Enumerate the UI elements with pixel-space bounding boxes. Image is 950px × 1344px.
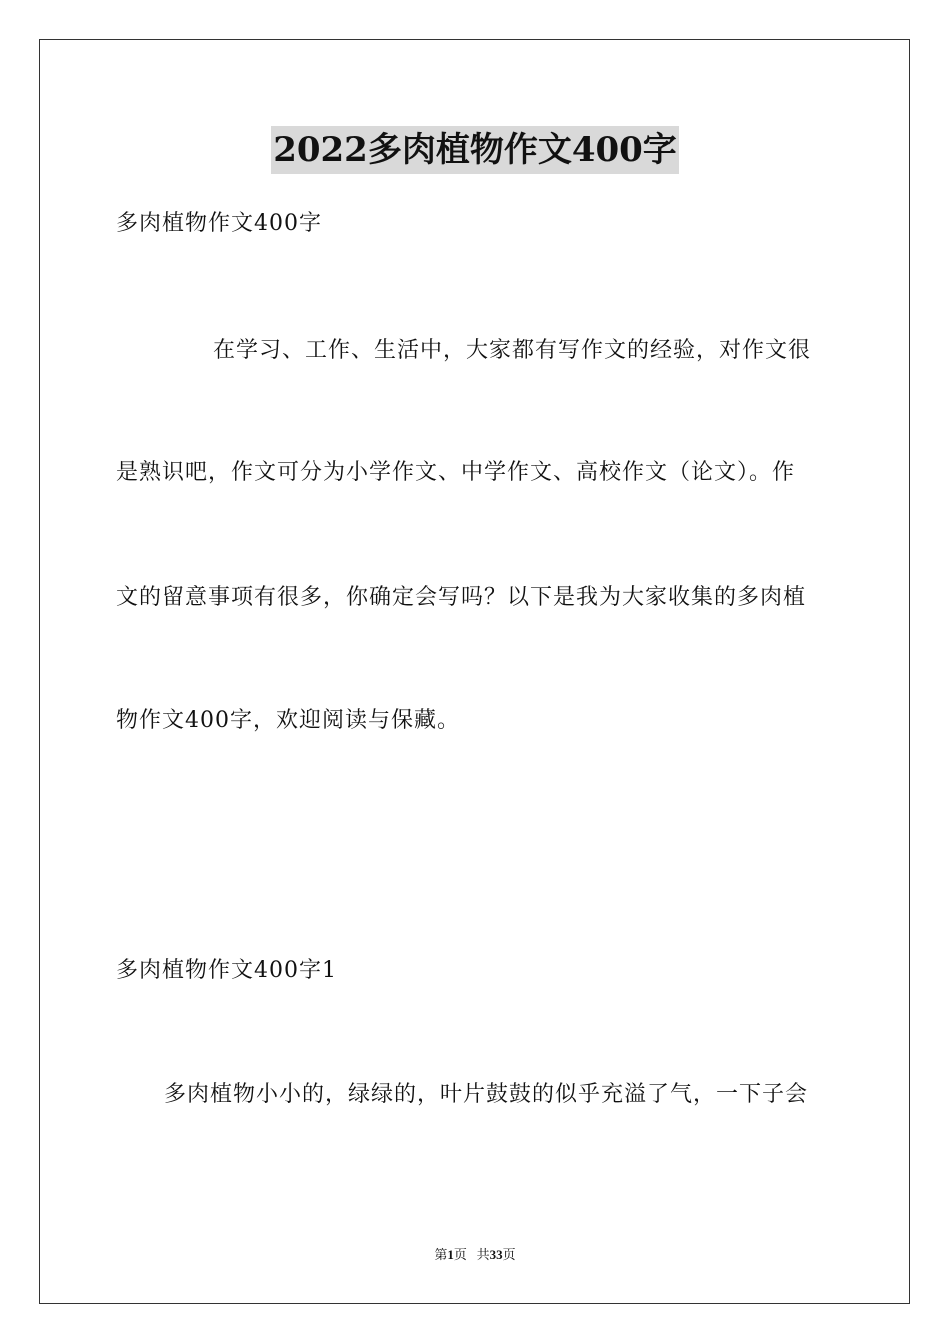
intro-line-2: 是熟识吧，作文可分为小学作文、中学作文、高校作文（论文）。作 — [116, 460, 796, 485]
footer-total-prefix: 共 — [476, 1247, 490, 1262]
intro-line-4: 物作文400字，欢迎阅读与保藏。 — [116, 708, 460, 733]
footer-page-unit: 页 — [453, 1247, 467, 1262]
intro-line-1: 在学习、工作、生活中，大家都有写作文的经验，对作文很 — [213, 338, 812, 363]
footer-prefix: 第 — [434, 1247, 448, 1262]
footer-total-unit: 页 — [502, 1247, 516, 1262]
footer-current-page: 1 — [447, 1247, 454, 1262]
footer-total-pages: 33 — [489, 1247, 503, 1262]
section-heading: 多肉植物作文400字1 — [116, 958, 337, 983]
document-title: 2022多肉植物作文400字 — [271, 126, 679, 174]
document-subtitle: 多肉植物作文400字 — [116, 211, 322, 236]
section-line-1: 多肉植物小小的，绿绿的，叶片鼓鼓的似乎充溢了气，一下子会 — [164, 1082, 809, 1107]
page-footer — [0, 1246, 950, 1264]
intro-line-3: 文的留意事项有很多，你确定会写吗？以下是我为大家收集的多肉植 — [116, 585, 807, 610]
title-container — [0, 126, 950, 174]
